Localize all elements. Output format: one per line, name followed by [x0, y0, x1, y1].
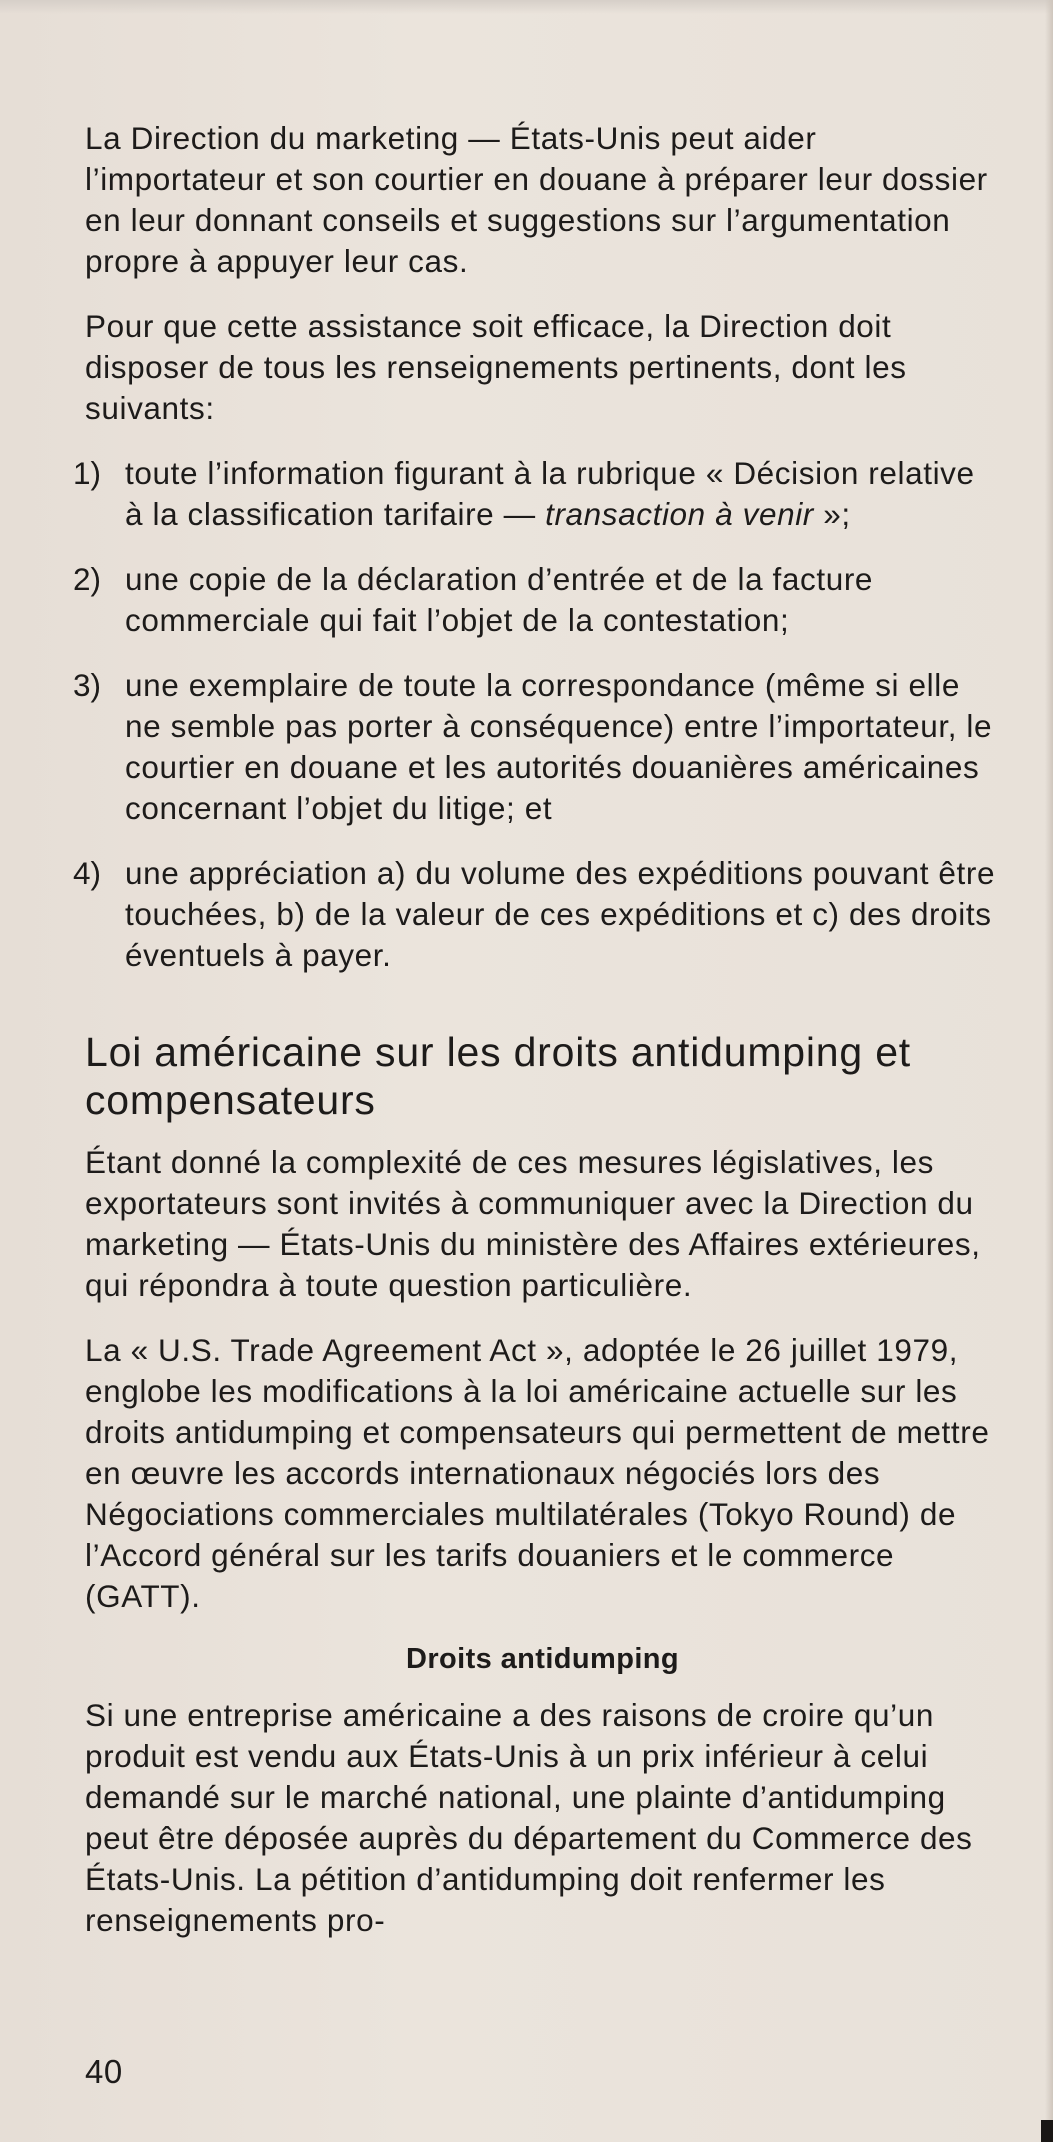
- list-item: [73, 853, 1000, 976]
- list-item-italic-text: transaction à venir: [545, 496, 814, 532]
- list-item-number: 1): [73, 455, 102, 491]
- list-item-text-part: toute l’information figurant à la rubrique « Décision relative à la classification tarifaire —: [125, 455, 975, 532]
- section-title: Loi américaine sur les droits antidumping et compensateurs: [85, 1029, 911, 1123]
- list-item: [73, 665, 1000, 829]
- list-item-text: une copie de la déclaration d’entrée et de la facture commerciale qui fait l’objet de la contestation;: [125, 561, 874, 638]
- list-item-text: [125, 453, 1000, 535]
- intro-paragraph-1: La Direction du marketing — États-Unis peut aider l’importateur et son courtier en douane à préparer leur dossier en leur donnant conseils et suggestions sur l’argumentation propre à appuyer leur cas.: [85, 120, 988, 279]
- section-paragraph-1: Étant donné la complexité de ces mesures législatives, les exportateurs sont invités à communiquer avec la Direction du marketing — États-Unis du ministère des Affaires extérieures, qui répondra à toute question particulière.: [85, 1144, 981, 1303]
- section-paragraph-2: La « U.S. Trade Agreement Act », adoptée le 26 juillet 1979, englobe les modifications à la loi américaine actuelle sur les droits antidumping et compensateurs qui permettent de mettre en œuvre les accords internationaux négociés lors des Négociations commerciales multilatérales (Tokyo Round) de l’Accord général sur les tarifs douaniers et le commerce (GATT).: [85, 1332, 990, 1614]
- list-item-number: 4): [73, 855, 102, 891]
- page-top-shadow: [0, 0, 1053, 14]
- subsection-paragraph: Si une entreprise américaine a des raisons de croire qu’un produit est vendu aux États-Unis à un prix inférieur à celui demandé sur le marché national, une plainte d’antidumping peut être déposée auprès du département du Commerce des États-Unis. La pétition d’antidumping doit renfermer les renseignements pro-: [85, 1697, 973, 1938]
- page-number: 40: [85, 2053, 123, 2090]
- list-item: [73, 559, 1000, 641]
- list-item-text: une exemplaire de toute la correspondance (même si elle ne semble pas porter à conséquence) entre l’importateur, le courtier en douane et les autorités douanières américaines concernant l’objet du litige; et: [125, 667, 993, 826]
- requirements-list: [73, 453, 1000, 976]
- subsection-heading: Droits antidumping: [405, 1643, 679, 1675]
- page-content: [73, 118, 1000, 1965]
- page-right-edge: [1045, 0, 1053, 2142]
- list-item-text-part: »;: [813, 496, 851, 532]
- list-item: [73, 453, 1000, 535]
- page-corner-mark: [1041, 2120, 1053, 2142]
- intro-paragraph-2: Pour que cette assistance soit efficace, la Direction doit disposer de tous les renseignements pertinents, dont les suivants:: [85, 308, 907, 426]
- list-item-number: 2): [73, 561, 102, 597]
- list-item-text: une appréciation a) du volume des expéditions pouvant être touchées, b) de la valeur de ces expéditions et c) des droits éventuels à payer.: [125, 855, 996, 973]
- list-item-number: 3): [73, 667, 102, 703]
